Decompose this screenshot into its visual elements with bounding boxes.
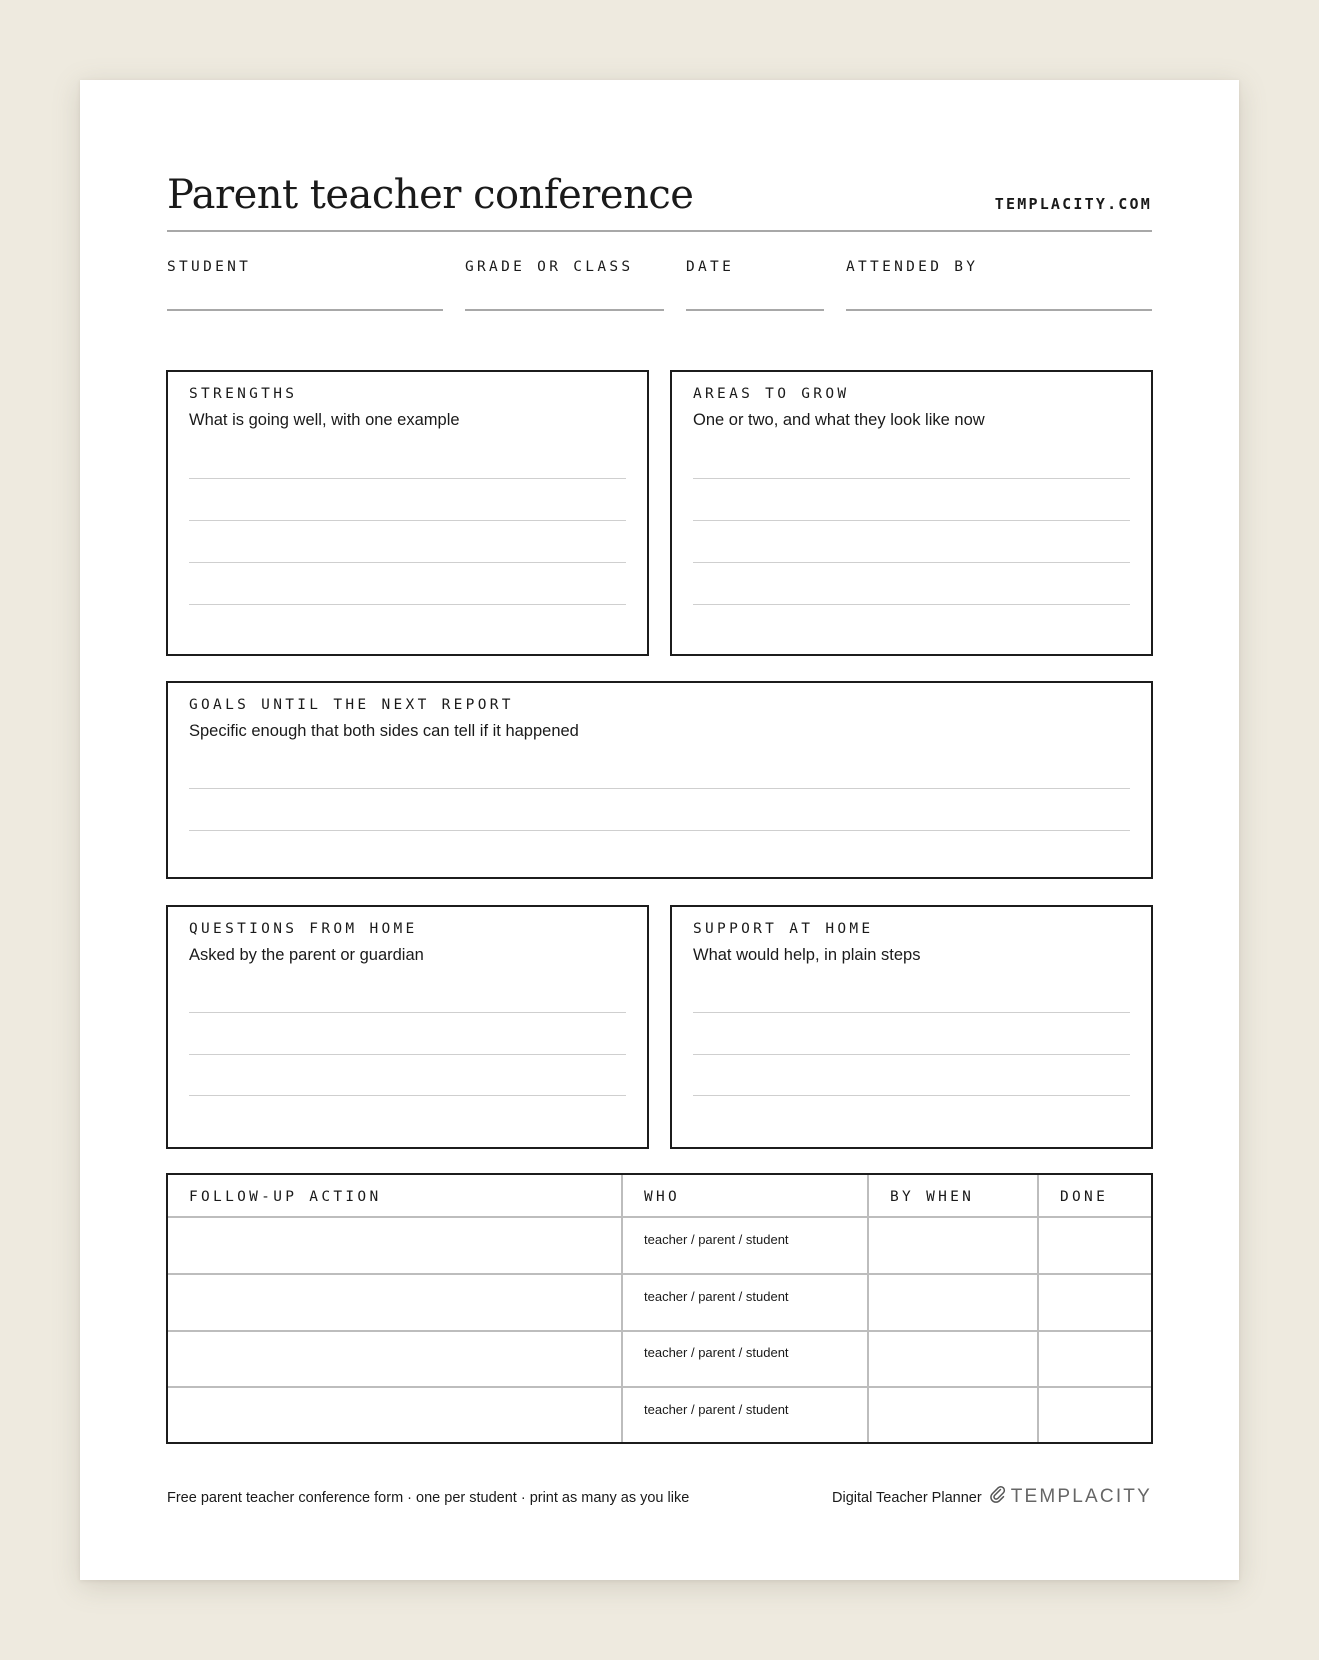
page-title: Parent teacher conference [167,172,694,218]
goals-box[interactable] [166,681,1153,879]
date-field[interactable] [686,259,734,275]
support-hint: What would help, in plain steps [693,946,921,964]
writing-line[interactable] [693,478,1130,479]
support-label: SUPPORT AT HOME [693,921,874,937]
brand-logo [989,1485,1152,1508]
student-field[interactable] [167,259,251,275]
table-row-divider [168,1330,1151,1332]
done-label: DONE [1060,1189,1109,1205]
strengths-box[interactable] [166,370,649,656]
grade-input-line[interactable] [465,309,664,311]
writing-line[interactable] [189,1095,626,1096]
attended-field[interactable] [846,259,978,275]
who-cell: teacher / parent / student [644,1345,789,1360]
questions-box[interactable] [166,905,649,1149]
who-label: WHO [644,1189,681,1205]
goals-label: GOALS UNTIL THE NEXT REPORT [189,697,514,713]
site-url: TEMPLACITY.COM [994,195,1152,213]
areas-to-grow-box[interactable] [670,370,1153,656]
grade-label: GRADE OR CLASS [465,259,634,275]
footer-product-link[interactable]: Digital Teacher Planner [832,1490,982,1506]
writing-line[interactable] [693,1012,1130,1013]
who-cell: teacher / parent / student [644,1402,789,1417]
header-divider [167,230,1152,232]
writing-line[interactable] [189,1012,626,1013]
who-cell: teacher / parent / student [644,1232,789,1247]
writing-line[interactable] [189,788,1130,789]
table-column-divider [867,1175,869,1442]
student-label: STUDENT [167,259,252,275]
table-column-divider [621,1175,623,1442]
date-label: DATE [686,259,735,275]
support-box[interactable] [670,905,1153,1149]
who-cell: teacher / parent / student [644,1289,789,1304]
writing-line[interactable] [693,1054,1130,1055]
writing-line[interactable] [693,604,1130,605]
writing-line[interactable] [189,830,1130,831]
questions-label: QUESTIONS FROM HOME [189,921,418,937]
writing-line[interactable] [693,520,1130,521]
areas-to-grow-label: AREAS TO GROW [693,386,850,402]
areas-to-grow-hint: One or two, and what they look like now [693,411,985,429]
strengths-hint: What is going well, with one example [189,411,460,429]
table-column-divider [1037,1175,1039,1442]
writing-line[interactable] [189,562,626,563]
attended-label: ATTENDED BY [846,259,979,275]
by-when-label: BY WHEN [890,1189,975,1205]
questions-hint: Asked by the parent or guardian [189,946,424,964]
table-row-divider [168,1386,1151,1388]
attended-input-line[interactable] [846,309,1152,311]
date-input-line[interactable] [686,309,824,311]
writing-line[interactable] [693,562,1130,563]
table-row-divider [168,1273,1151,1275]
followup-action-label: FOLLOW-UP ACTION [189,1189,382,1205]
writing-line[interactable] [189,520,626,521]
table-row-divider [168,1216,1151,1218]
writing-line[interactable] [189,604,626,605]
grade-field[interactable] [465,259,633,275]
brand-wordmark: TEMPLACITY [1010,1485,1152,1507]
student-input-line[interactable] [167,309,443,311]
followup-table [166,1173,1153,1444]
paperclip-icon [989,1485,1007,1508]
strengths-label: STRENGTHS [189,386,298,402]
footer-note: Free parent teacher conference form · one per student · print as many as you like [167,1490,690,1506]
goals-hint: Specific enough that both sides can tell if it happened [189,722,579,740]
form-sheet [80,80,1239,1580]
writing-line[interactable] [189,478,626,479]
writing-line[interactable] [189,1054,626,1055]
writing-line[interactable] [693,1095,1130,1096]
